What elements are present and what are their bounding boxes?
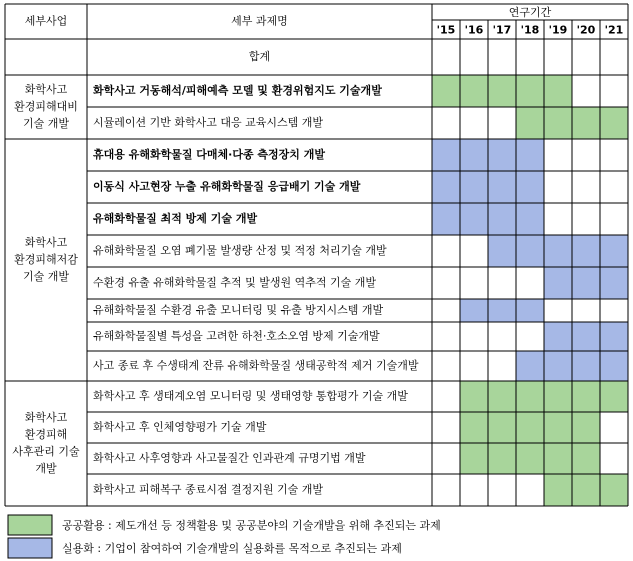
header-year: '17	[492, 23, 512, 37]
header-period: 연구기간	[508, 6, 552, 19]
header-year: '15	[436, 23, 456, 37]
task-name: 유해화학물질별 특성을 고려한 하천·호소오염 방제 기술개발	[93, 329, 380, 343]
header-task: 세부 과제명	[231, 14, 288, 28]
schedule-bar-blue	[488, 235, 628, 267]
group-name-line: 화학사고	[24, 411, 68, 424]
legend-swatch-blue	[8, 538, 52, 558]
task-name: 화학사고 피해복구 종료시점 결정지원 기술 개발	[93, 483, 324, 496]
schedule-bar-blue	[460, 299, 544, 322]
schedule-bar-blue	[544, 322, 628, 351]
group-name-line: 화학사고	[24, 236, 68, 249]
legend-label: 실용화 : 기업이 참여하여 기술개발의 실용화를 목적으로 추진되는 과제	[62, 542, 402, 555]
task-name: 유해화학물질 최적 방제 기술 개발	[93, 212, 258, 225]
group-name-line: 기술 개발	[22, 117, 70, 130]
task-name: 휴대용 유해화학물질 다매체·다종 측정장치 개발	[93, 148, 326, 161]
task-name: 사고 종료 후 수생태계 잔류 유해화학물질 생태공학적 제거 기술개발	[93, 359, 419, 372]
task-name: 이동식 사고현장 누출 유해화학물질 응급배기 기술 개발	[93, 180, 361, 193]
task-name: 화학사고 사후영향과 사고물질간 인과관계 규명기법 개발	[93, 451, 366, 465]
legend-label: 공공활용 : 제도개선 등 정책활용 및 공공분야의 기술개발을 위해 추진되는 과제	[62, 519, 441, 532]
header-year: '20	[576, 23, 596, 37]
task-name: 화학사고 거동해석/피해예측 모델 및 환경위험지도 기술개발	[93, 84, 382, 97]
total-label: 합계	[248, 50, 271, 63]
task-name: 화학사고 후 인체영향평가 기술 개발	[93, 420, 267, 434]
group-name-line: 사후관리 기술	[12, 445, 80, 458]
schedule-bar-green	[432, 75, 572, 107]
task-name: 시뮬레이션 기반 화학사고 대응 교육시스템 개발	[93, 116, 324, 129]
task-name: 유해화학물질 오염 폐기물 발생량 산정 및 적정 처리기술 개발	[93, 244, 387, 257]
header-year: '21	[604, 23, 624, 37]
header-year: '18	[520, 23, 540, 37]
legend-swatch-green	[8, 515, 52, 535]
group-name-line: 환경피해	[24, 428, 68, 441]
task-name: 수환경 유출 유해화학물질 추적 및 발생원 역추적 기술 개발	[93, 276, 376, 289]
header-year: '19	[548, 23, 568, 37]
group-name-line: 환경피해저감	[14, 253, 78, 266]
task-name: 유해화학물질 수환경 유출 모니터링 및 유출 방지시스템 개발	[93, 303, 384, 317]
group-name-line: 기술 개발	[22, 270, 70, 283]
header-year: '16	[464, 23, 484, 37]
task-name: 화학사고 후 생태계오염 모니터링 및 생태영향 통합평가 기술 개발	[93, 389, 408, 403]
group-name-line: 환경피해대비	[14, 100, 78, 113]
schedule-bar-green	[460, 443, 600, 474]
group-name-line: 개발	[35, 462, 57, 475]
group-name-line: 화학사고	[24, 83, 68, 96]
schedule-bar-green	[544, 474, 628, 506]
header-category: 세부사업	[24, 14, 68, 28]
schedule-bar-green	[460, 412, 600, 443]
schedule-bar-blue	[544, 267, 628, 299]
